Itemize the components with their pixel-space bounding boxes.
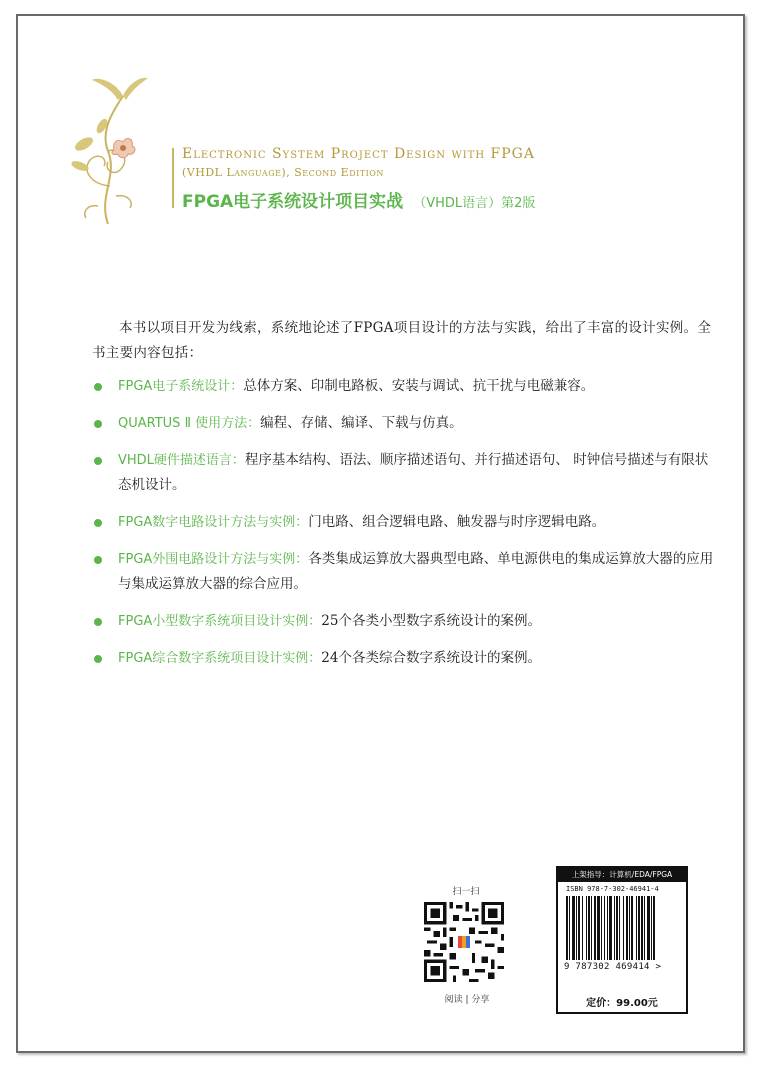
shelving-category: 上架指导：计算机/EDA/FPGA bbox=[558, 868, 686, 882]
qr-scan-label: 扫一扫 bbox=[452, 887, 480, 897]
qr-read-share-label: 阅读 | 分享 bbox=[444, 995, 490, 1005]
topic-body: 门电路、组合逻辑电路、触发器与时序逻辑电路。 bbox=[308, 514, 606, 530]
topic-heading: FPGA外围电路设计方法与实例： bbox=[118, 552, 309, 567]
english-subtitle: (VHDL Language), Second Edition bbox=[182, 166, 384, 179]
topic-body: 总体方案、印制电路板、安装与调试、抗干扰与电磁兼容。 bbox=[243, 378, 595, 394]
bullet-icon bbox=[94, 655, 102, 663]
topic-list bbox=[94, 374, 714, 671]
list-item bbox=[94, 448, 714, 498]
isbn-number: ISBN 978-7-302-46941-4 bbox=[566, 885, 659, 893]
topic-heading: QUARTUS Ⅱ 使用方法： bbox=[118, 416, 261, 431]
bullet-icon bbox=[94, 556, 102, 564]
english-title: Electronic System Project Design with FPGA bbox=[182, 146, 535, 162]
bullet-icon bbox=[94, 420, 102, 428]
bullet-icon bbox=[94, 383, 102, 391]
topic-body: 各类集成运算放大器典型电路、单电源供电的集成运算放大器的应用与集成运算放大器的综合应用。 bbox=[118, 551, 714, 592]
topic-heading: FPGA电子系统设计： bbox=[118, 379, 244, 394]
bullet-icon bbox=[94, 618, 102, 626]
barcode-digits: 9 787302 469414 > bbox=[564, 962, 662, 972]
chinese-title bbox=[182, 187, 535, 212]
list-item bbox=[94, 411, 714, 436]
topic-heading: VHDL硬件描述语言： bbox=[118, 453, 245, 468]
floral-ornament-icon bbox=[68, 66, 158, 226]
list-item bbox=[94, 609, 714, 634]
topic-heading: FPGA数字电路设计方法与实例： bbox=[118, 515, 309, 530]
topic-heading: FPGA综合数字系统项目设计实例： bbox=[118, 651, 322, 666]
intro-paragraph: 本书以项目开发为线索，系统地论述了FPGA项目设计的方法与实践，给出了丰富的设计实例。全书主要内容包括： bbox=[92, 320, 712, 361]
topic-body: 程序基本结构、语法、顺序描述语句、并行描述语句、 时钟信号描述与有限状态机设计。 bbox=[118, 452, 709, 493]
bullet-icon bbox=[94, 457, 102, 465]
topic-body: 编程、存储、编译、下载与仿真。 bbox=[260, 415, 463, 431]
price-label: 定价：99.00元 bbox=[586, 998, 658, 1009]
barcode-icon bbox=[566, 896, 678, 960]
list-item bbox=[94, 646, 714, 671]
title-divider bbox=[172, 148, 174, 208]
chinese-title-edition: （VHDL语言）第2版 bbox=[413, 196, 536, 211]
bullet-icon bbox=[94, 519, 102, 527]
isbn-barcode-box bbox=[556, 866, 688, 1014]
topic-body: 25个各类小型数字系统设计的案例。 bbox=[321, 613, 541, 629]
list-item bbox=[94, 510, 714, 535]
qr-code-icon bbox=[424, 902, 504, 982]
topic-body: 24个各类综合数字系统设计的案例。 bbox=[321, 650, 541, 666]
topic-heading: FPGA小型数字系统项目设计实例： bbox=[118, 614, 322, 629]
list-item bbox=[94, 547, 714, 597]
list-item bbox=[94, 374, 714, 399]
chinese-title-main: FPGA电子系统设计项目实战 bbox=[182, 192, 404, 212]
